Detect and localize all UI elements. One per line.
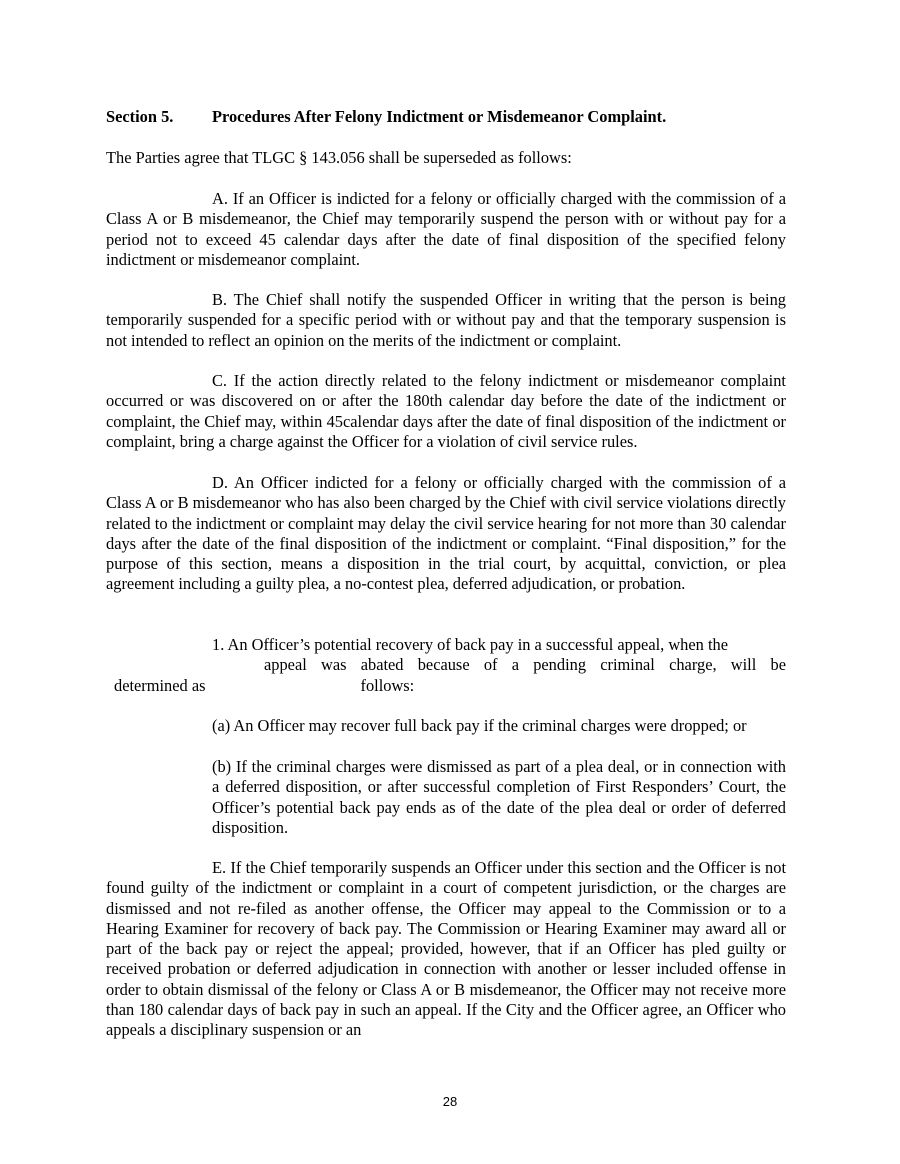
- section-number: Section 5.: [106, 107, 174, 126]
- item-1-line-2: appeal was abated because of a pending criminal charge, will be: [264, 655, 786, 675]
- paragraph-c: C. If the action directly related to the felony indictment or misdemeanor complaint occurred or was discovered on or after the 180th calendar day before the date of the indictment or complaint, the Chief may, within 45calendar days after the date of final disposition of the indictment or complaint, bring a charge against the Officer for a violation of civil service rules.: [106, 371, 786, 451]
- paragraph-a: A. If an Officer is indicted for a felony or officially charged with the commission of a Class A or B misdemeanor, the Chief may temporarily suspend the person with or without pay for a period not to exceed 45 calendar days after the date of final disposition of the specified felony indictment or misdemeanor complaint.: [106, 189, 786, 269]
- item-1-line-3: [106, 676, 786, 696]
- subitem-a: (a) An Officer may recover full back pay if the criminal charges were dropped; or: [212, 716, 747, 735]
- page-number: 28: [442, 1094, 458, 1109]
- item-1: [106, 635, 786, 696]
- subitem-b: (b) If the criminal charges were dismissed as part of a plea deal, or in connection with a deferred disposition, or after successful completion of First Responders’ Court, the Officer’s potential back pay ends as of the date of the plea deal or order of deferred disposition.: [212, 757, 786, 837]
- paragraph-d: D. An Officer indicted for a felony or officially charged with the commission of a Class A or B misdemeanor who has also been charged by the Chief with civil service violations directly related to the indictment or complaint may delay the civil service hearing for not more than 30 calendar days after the date of the final disposition of the indictment or complaint. “Final disposition,” for the purpose of this section, means a disposition in the trial court, by acquittal, conviction, or plea agreement including a guilty plea, a no-contest plea, deferred adjudication, or probation.: [106, 473, 786, 594]
- item-1-line-1: 1. An Officer’s potential recovery of back pay in a successful appeal, when the: [212, 635, 728, 654]
- item-1-line-3b: follows:: [360, 675, 415, 695]
- item-1-line-3a: determined as: [114, 675, 206, 695]
- paragraph-e: E. If the Chief temporarily suspends an Officer under this section and the Officer is not found guilty of the indictment or complaint in a court of competent jurisdiction, or the charges are dismissed and not re-filed as another offense, the Officer may appeal to the Commission or to a Hearing Examiner for recovery of back pay. The Commission or Hearing Examiner may award all or part of the back pay or reject the appeal; provided, however, that if an Officer has pled guilty or received probation or deferred adjudication in connection with another or lesser included offense in order to obtain dismissal of the felony or Class A or B misdemeanor, the Officer may not receive more than 180 calendar days of back pay in such an appeal. If the City and the Officer agree, an Officer who appeals a disciplinary suspension or an: [106, 858, 786, 1040]
- paragraph-b: B. The Chief shall notify the suspended Officer in writing that the person is being temporarily suspended for a specific period with or without pay and that the temporary suspension is not intended to reflect an opinion on the merits of the indictment or complaint.: [106, 290, 786, 350]
- intro-paragraph: The Parties agree that TLGC § 143.056 shall be superseded as follows:: [106, 148, 572, 167]
- section-title: Procedures After Felony Indictment or Misdemeanor Complaint.: [212, 107, 667, 126]
- section-heading: [106, 107, 666, 127]
